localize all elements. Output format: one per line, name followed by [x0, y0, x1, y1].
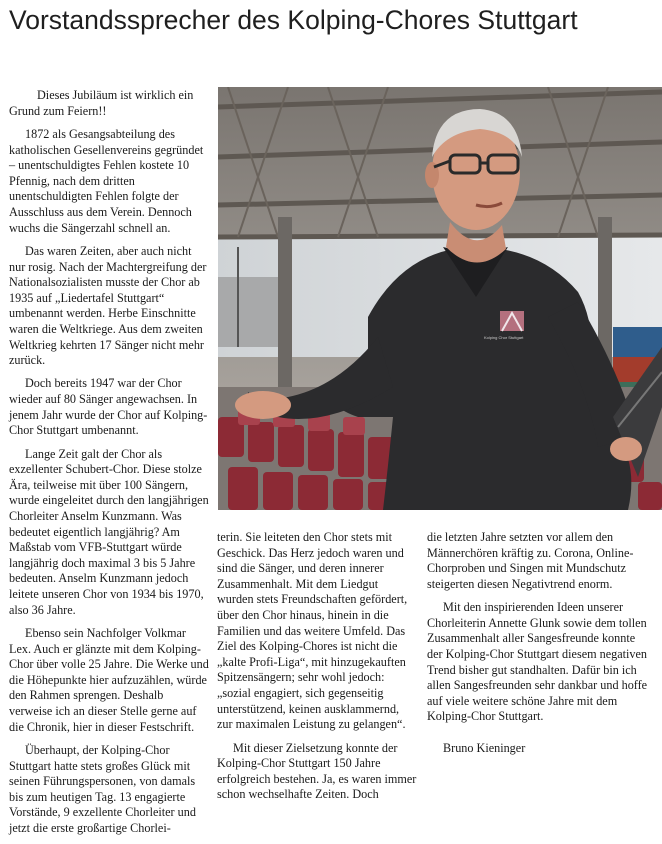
- paragraph: 1872 als Gesangsabteilung des katholischen Gesellenvereins gegründet – unentschuldigtes Fehlen kostete 10 Pfennig, nach dem dritten unentschuldigten Fehlen folgte der Ausschluss aus dem Verein. Dennoch wuchs die Sängerzahl schnell an.: [9, 126, 204, 235]
- paragraph: Dieses Jubiläum ist wirklich ein Grund zum Feiern!!: [9, 88, 194, 118]
- paragraph: Ebenso sein Nachfolger Volkmar Lex. Auch er glänzte mit dem Kolping-Chor über volle 25 Jahre. Die Werke und die Höhepunkte hier aufzuzählen, würde den Rahmen sprengen. Deshalb verweise ich an dieser Stelle gerne auf die Chronik, hier in dieser Festschrift.: [9, 625, 209, 734]
- paragraph: Mit dieser Zielsetzung konnte der Kolping-Chor Stuttgart 150 Jahre erfolgreich bestehen. Ja, es waren immer schon wechselhafte Zeiten. Doch: [217, 740, 417, 802]
- text-column-3: [427, 530, 652, 764]
- author-signature: Bruno Kieninger: [443, 740, 526, 755]
- paragraph: terin. Sie leiteten den Chor stets mit Geschick. Das Herz jedoch waren und sind die Sänger, und deren innerer Zusammenhalt. Mit dem Liedgut wurden stets Freundschaften gefördert, über den Chor hinaus, hinein in die Familien und das weitere Umfeld. Das Ziel des Kolping-Chores ist nicht die „kalte Profi-Liga“, mit hinzugekauften Spitzensängern; sehr wohl jedoch: „sozial engagiert, sich gegenseitig unterstützend, keinen ausklammernd, zur maximalen Leistung zu gelangen“.: [217, 530, 408, 732]
- paragraph: Mit den inspirierenden Ideen unserer Chorleiterin Annette Glunk sowie dem tollen Zusammenhalt aller Sangesfreunde konnte der Kolping-Chor Stuttgart diesem negativen Trend bisher gut standhalten. Dafür bin ich allen Sangesfreunden sehr dankbar und hoffe auf viele weitere schöne Jahre mit dem Kolping-Chor Stuttgart.: [427, 600, 648, 724]
- paragraph: Lange Zeit galt der Chor als exzellenter Schubert-Chor. Diese stolze Ära, teilweise mit über 100 Sängern, wurde eingeleitet durch den langjährigen Chorleiter Anselm Kunzmann. Was bedeutet eigentlich langjährig? Am Maßstab vom VFB-Stuttgart würde langjährig doch maximal 3 bis 5 Jahre bedeuten. Anselm Kunzmann jedoch leitete unseren Chor von 1934 bis 1970, also 36 Jahre.: [9, 446, 209, 617]
- paragraph: Das waren Zeiten, aber auch nicht nur rosig. Nach der Machtergreifung der Nationalsozialisten musste der Chor ab 1935 auf „Liedertafel Stuttgart“ umbenannt werden. Herbe Einschnitte waren die Weltkriege. Aus dem zweiten Weltkrieg kehrten 17 Sänger nicht mehr zurück.: [9, 243, 207, 368]
- paragraph: die letzten Jahre setzten vor allem den Männerchören kräftig zu. Corona, Online-Chorproben und Singen mit Mundschutz steigerten diesen Negativtrend enorm.: [427, 530, 634, 591]
- text-column-1: [9, 88, 209, 844]
- speaker-photo: [218, 87, 662, 510]
- paragraph: Doch bereits 1947 war der Chor wieder auf 80 Sänger angewachsen. In jenem Jahr wurde der Chor auf Kolping-Chor Stuttgart umbenannt.: [9, 376, 208, 438]
- speaker-photo-image: [218, 87, 662, 510]
- paragraph: Überhaupt, der Kolping-Chor Stuttgart hatte stets großes Glück mit seinen Führungspersonen, von damals bis zum heutigen Tag. 13 engagierte Vorstände, 9 exzellente Chorleiter und jetzt die erste großartige Chorlei-: [9, 742, 196, 835]
- text-column-2: [217, 530, 417, 811]
- shirt-logo-text: Kolping Chor Stuttgart: [484, 335, 524, 340]
- article-title: Vorstandssprecher des Kolping-Chores Stuttgart: [9, 5, 578, 35]
